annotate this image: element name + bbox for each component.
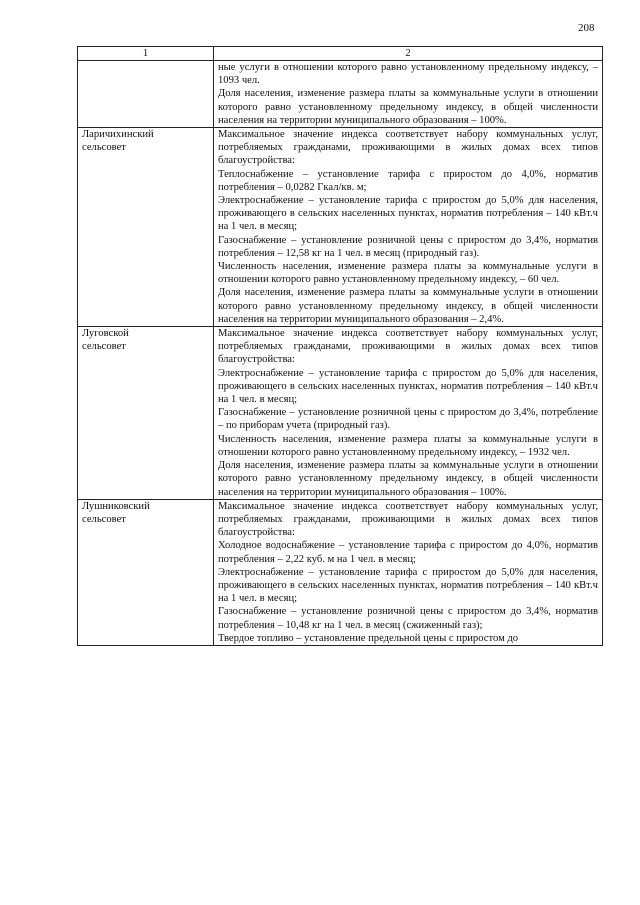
paragraph: Газоснабжение – установление розничной цены с приростом до 3,4%, норматив потребления – 10,48 кг на 1 чел. в месяц (сжиженный газ); — [218, 606, 598, 631]
municipality-name-cell — [78, 499, 214, 645]
paragraph: Численность населения, изменение размера платы за коммунальные услуги в отношении которого равно установленному предельному индексу, – 60 чел. — [218, 261, 598, 286]
paragraph: Твердое топливо – установление предельной цены с приростом до — [218, 632, 519, 644]
municipality-name-cell — [78, 61, 214, 128]
paragraph: Максимальное значение индекса соответствует набору коммунальных услуг, потребляемых гражданами, проживающими в жилых домах всех типов благоустройства: — [218, 129, 598, 167]
municipality-name-line: Луговской — [82, 328, 129, 340]
paragraph: Доля населения, изменение размера платы за коммунальные услуги в отношении которого равно установленному предельному индексу, в общей численности населения на территории муниципального образования – 100%. — [218, 88, 598, 126]
paragraph: Электроснабжение – установление тарифа с приростом до 5,0% для населения, проживающего в сельских населенных пунктах, норматив потребления – 140 кВт.ч на 1 чел. в месяц; — [218, 195, 598, 233]
paragraph: Теплоснабжение – установление тарифа с приростом до 4,0%, норматив потребления – 0,0282 Гкал/кв. м; — [218, 168, 598, 193]
municipality-name-cell — [78, 128, 214, 327]
column-header-1: 1 — [78, 47, 214, 61]
paragraph: Численность населения, изменение размера платы за коммунальные услуги в отношении которого равно установленному предельному индексу, – 1932 чел. — [218, 433, 598, 458]
paragraph: Максимальное значение индекса соответствует набору коммунальных услуг, потребляемых гражданами, проживающими в жилых домах всех типов благоустройства: — [218, 500, 598, 539]
index-description-cell — [214, 499, 603, 645]
paragraph: Максимальное значение индекса соответствует набору коммунальных услуг, потребляемых гражданами, проживающими в жилых домах всех типов благоустройства: — [218, 328, 598, 366]
paragraph: Электроснабжение – установление тарифа с приростом до 5,0% для населения, проживающего в сельских населенных пунктах, норматив потребления – 140 кВт.ч на 1 чел. в месяц; — [218, 566, 598, 605]
paragraph: Газоснабжение – установление розничной цены с приростом до 3,4%, потребление – по приборам учета (природный газ). — [218, 407, 598, 432]
paragraph: Холодное водоснабжение – установление тарифа с приростом до 4,0%, норматив потребления – 2,22 куб. м на 1 чел. в месяц; — [218, 540, 598, 565]
paragraph: Электроснабжение – установление тарифа с приростом до 5,0% для населения, проживающего в сельских населенных пунктах, норматив потребления – 140 кВт.ч на 1 чел. в месяц; — [218, 367, 598, 406]
municipality-name-line: сельсовет — [82, 142, 126, 154]
index-description-cell — [214, 128, 603, 327]
index-description-cell — [214, 61, 603, 128]
paragraph: ные услуги в отношении которого равно установленному предельному индексу, – 1093 чел. — [218, 62, 598, 87]
column-header-2: 2 — [214, 47, 603, 61]
paragraph: Газоснабжение – установление розничной цены с приростом до 3,4%, норматив потребления – 12,58 кг на 1 чел. в месяц (природный газ). — [218, 234, 598, 259]
table-row — [78, 327, 603, 500]
index-description-cell — [214, 327, 603, 500]
municipality-name-line: Ларичихинский — [82, 129, 154, 141]
municipality-name-cell — [78, 327, 214, 500]
table-row — [78, 128, 603, 327]
page-number: 208 — [578, 22, 595, 34]
municipality-name-line: сельсовет — [82, 341, 126, 353]
municipality-name-line: сельсовет — [82, 513, 126, 525]
paragraph: Доля населения, изменение размера платы за коммунальные услуги в отношении которого равно установленному предельному индексу, в общей численности населения на территории муниципального образования – 100%. — [218, 460, 598, 498]
municipal-index-table — [77, 46, 603, 646]
municipality-name-line: Лушниковский — [82, 500, 150, 512]
table-row — [78, 61, 603, 128]
table-row — [78, 499, 603, 645]
table-header-row — [78, 47, 603, 61]
paragraph: Доля населения, изменение размера платы за коммунальные услуги в отношении которого равно установленному предельному индексу, в общей численности населения на территории муниципального образования – 2,4%. — [218, 287, 598, 325]
